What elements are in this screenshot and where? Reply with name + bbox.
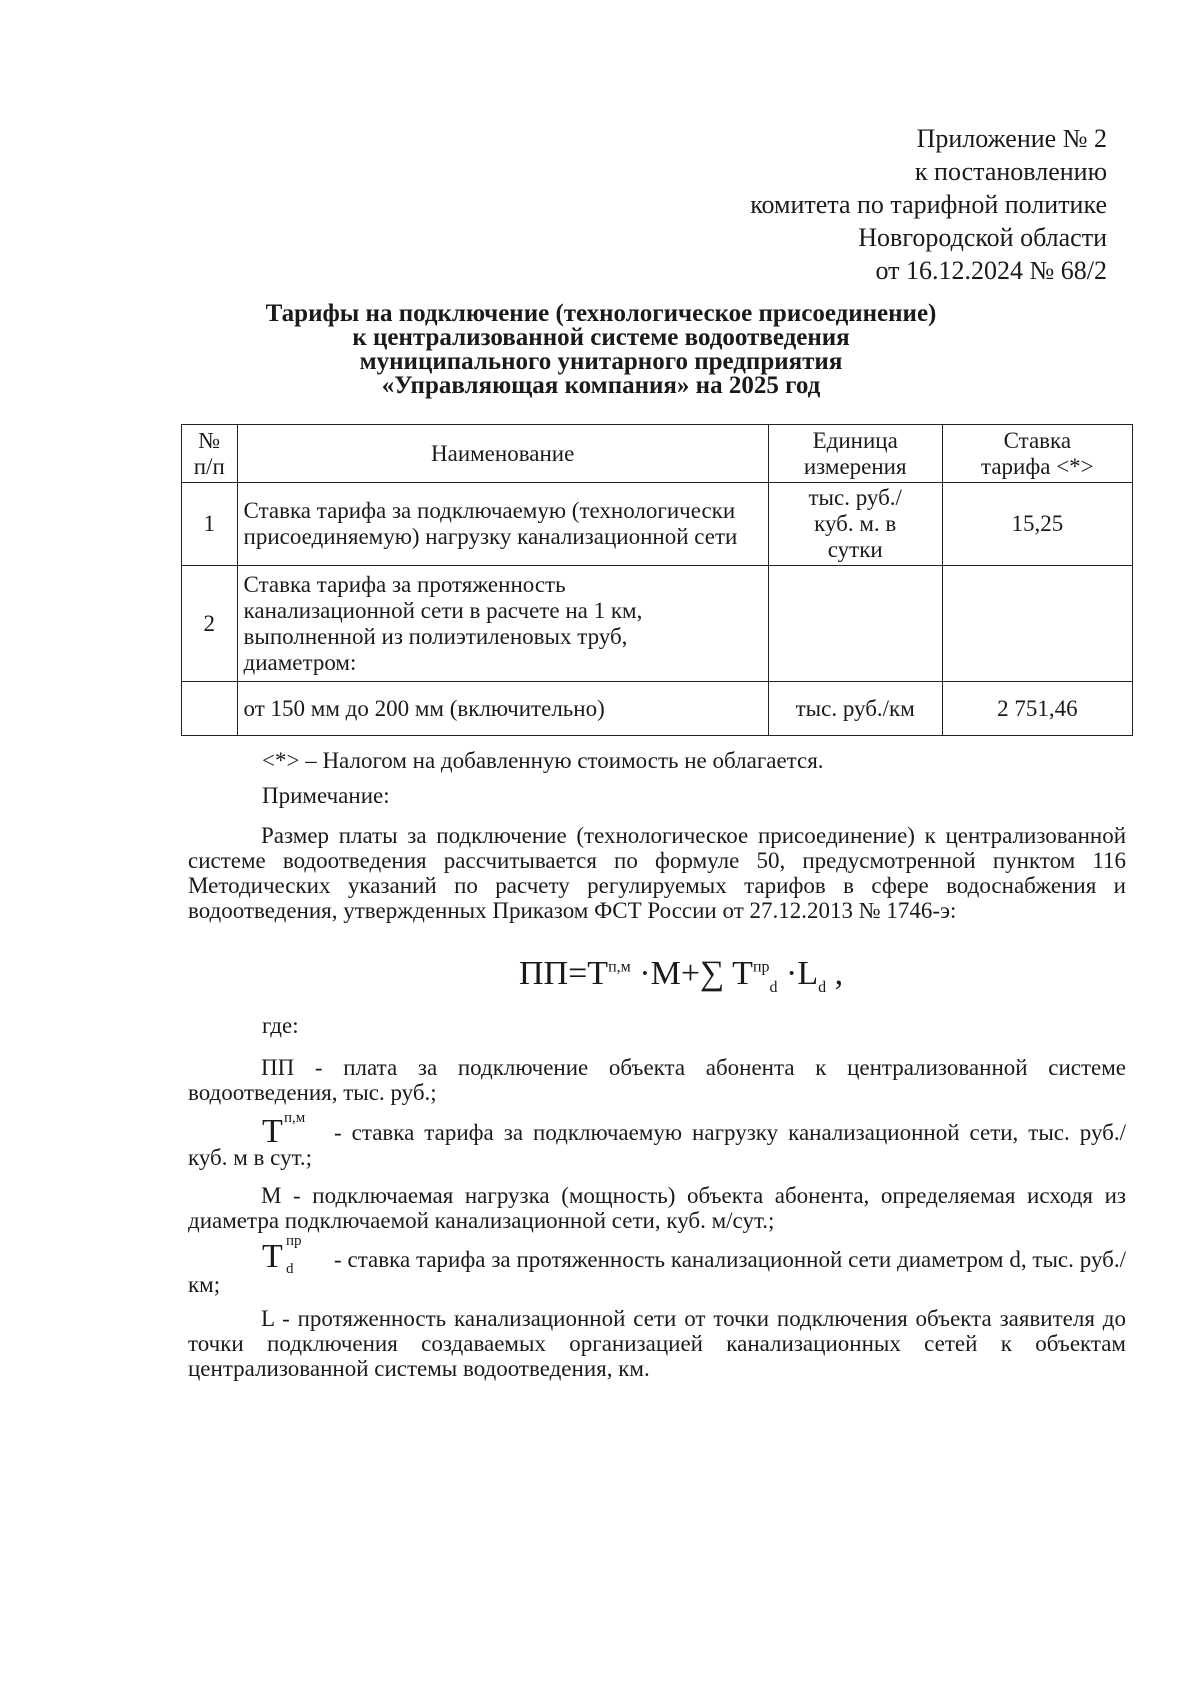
appendix-committee: комитета по тарифной политике — [750, 190, 1107, 219]
tariff-table — [181, 424, 1133, 736]
formula-sum: ∑ — [700, 955, 725, 992]
header-rate-line-2: тарифа <*> — [980, 453, 1094, 479]
header-rate — [942, 425, 1132, 483]
row-3-rate: 2 751,46 — [942, 682, 1132, 736]
row-3-name: от 150 мм до 200 мм (включительно) — [237, 682, 768, 736]
formula-t-length-sub: d — [769, 978, 778, 996]
table-row — [182, 566, 1133, 682]
formula-l-sub: d — [818, 978, 827, 996]
row-1-name-line-1: Ставка тарифа за подключаемую (технологически — [243, 498, 736, 523]
definition-pp: ПП - плата за подключение объекта абонента к централизованной системе водоотведения, тыс. руб.; — [188, 1055, 1126, 1105]
row-1-unit-line-3: сутки — [827, 537, 883, 562]
row-1-number: 1 — [182, 483, 238, 566]
title-line-3: муниципального унитарного предприятия — [359, 348, 843, 375]
row-3-number — [182, 682, 238, 736]
definition-tpm-superscript: п,м — [284, 1110, 306, 1126]
definition-tpr-letter: T — [262, 1238, 283, 1275]
row-2-unit — [768, 566, 942, 682]
definition-tpr: - ставка тарифа за протяженность канализационной сети диаметром d, тыс. руб./км; — [188, 1247, 1126, 1297]
formula-l: L — [797, 955, 819, 992]
footnote: <*> – Налогом на добавленную стоимость не облагается. — [262, 748, 824, 773]
note-label: Примечание: — [262, 783, 390, 808]
appendix-header — [750, 122, 1107, 287]
formula-plus: + — [680, 955, 701, 992]
row-1-unit — [768, 483, 942, 566]
formula-dot-1: · — [639, 955, 651, 992]
row-1-unit-line-1: тыс. руб./ — [808, 485, 902, 510]
note-paragraph: Размер платы за подключение (технологическое присоединение) к централизованной системе водоотведения рассчитывается по формуле 50, предусмотренной пунктом 116 Методических указаний по расчету регулируемых тарифов в сфере водоснабжения и водоотведения, утвержденных Приказом ФСТ России от 27.12.2013 № 1746-э: — [188, 823, 1126, 923]
definition-tpm-letter: T — [262, 1113, 283, 1150]
header-name: Наименование — [237, 425, 768, 483]
formula-comma: , — [834, 955, 844, 992]
definition-tpm: - ставка тарифа за подключаемую нагрузку канализационной сети, тыс. руб./куб. м в сут.; — [188, 1120, 1126, 1170]
table-row — [182, 682, 1133, 736]
title-line-4: «Управляющая компания» на 2025 год — [381, 372, 821, 399]
definition-tpr-superscript: пр — [286, 1233, 302, 1249]
formula-t-connection: T — [587, 955, 609, 992]
formula-t-length: T — [732, 955, 753, 992]
row-2-number: 2 — [182, 566, 238, 682]
definition-tpr-subscript: d — [286, 1261, 294, 1277]
header-number-line-2: п/п — [193, 453, 225, 479]
header-unit-line-2: измерения — [803, 453, 907, 479]
appendix-date: от 16.12.2024 № 68/2 — [875, 256, 1107, 285]
formula-t-connection-sup: п,м — [608, 958, 631, 976]
row-1-name — [237, 483, 768, 566]
definition-l: L - протяженность канализационной сети от точки подключения объекта заявителя до точки подключения создаваемых организацией канализационных сетей к объектам централизованной системы водоотведения, км. — [188, 1306, 1126, 1381]
row-1-name-line-2: присоединяемую) нагрузку канализационной сети — [243, 524, 738, 549]
title-line-2: к централизованной системе водоотведения — [352, 324, 850, 351]
row-1-unit-line-2: куб. м. в — [814, 511, 897, 536]
table-row — [182, 483, 1133, 566]
formula-t-length-sup: пр — [752, 958, 770, 976]
row-2-name-line-3: выполненной из полиэтиленовых труб, — [243, 623, 628, 649]
row-2-rate — [942, 566, 1132, 682]
title-line-1: Тарифы на подключение (технологическое присоединение) — [265, 300, 937, 327]
row-3-unit: тыс. руб./км — [768, 682, 942, 736]
appendix-region: Новгородской области — [858, 223, 1107, 252]
formula-m: M — [650, 955, 681, 992]
formula — [519, 955, 843, 997]
table-header-row — [182, 425, 1133, 483]
where-label: где: — [262, 1013, 299, 1038]
formula-lhs: ПП — [519, 955, 569, 992]
document-title — [186, 302, 1016, 398]
row-2-name-line-1: Ставка тарифа за протяженность — [243, 571, 566, 597]
formula-equals: = — [568, 955, 588, 992]
appendix-number: Приложение № 2 — [916, 124, 1107, 153]
definition-m: M - подключаемая нагрузка (мощность) объекта абонента, определяемая исходя из диаметра подключаемой канализационной сети, куб. м/сут.; — [188, 1183, 1126, 1233]
formula-dot-2: · — [786, 955, 798, 992]
header-number-line-1: № — [198, 427, 221, 453]
appendix-ref: к постановлению — [914, 157, 1107, 186]
row-2-name-line-2: канализационной сети в расчете на 1 км, — [243, 597, 643, 623]
header-unit-line-1: Единица — [812, 427, 898, 453]
header-unit — [768, 425, 942, 483]
row-2-name — [237, 566, 768, 682]
row-2-name-line-4: диаметром: — [243, 649, 357, 675]
row-1-rate: 15,25 — [942, 483, 1132, 566]
header-number — [182, 425, 238, 483]
header-rate-line-1: Ставка — [1003, 427, 1072, 453]
